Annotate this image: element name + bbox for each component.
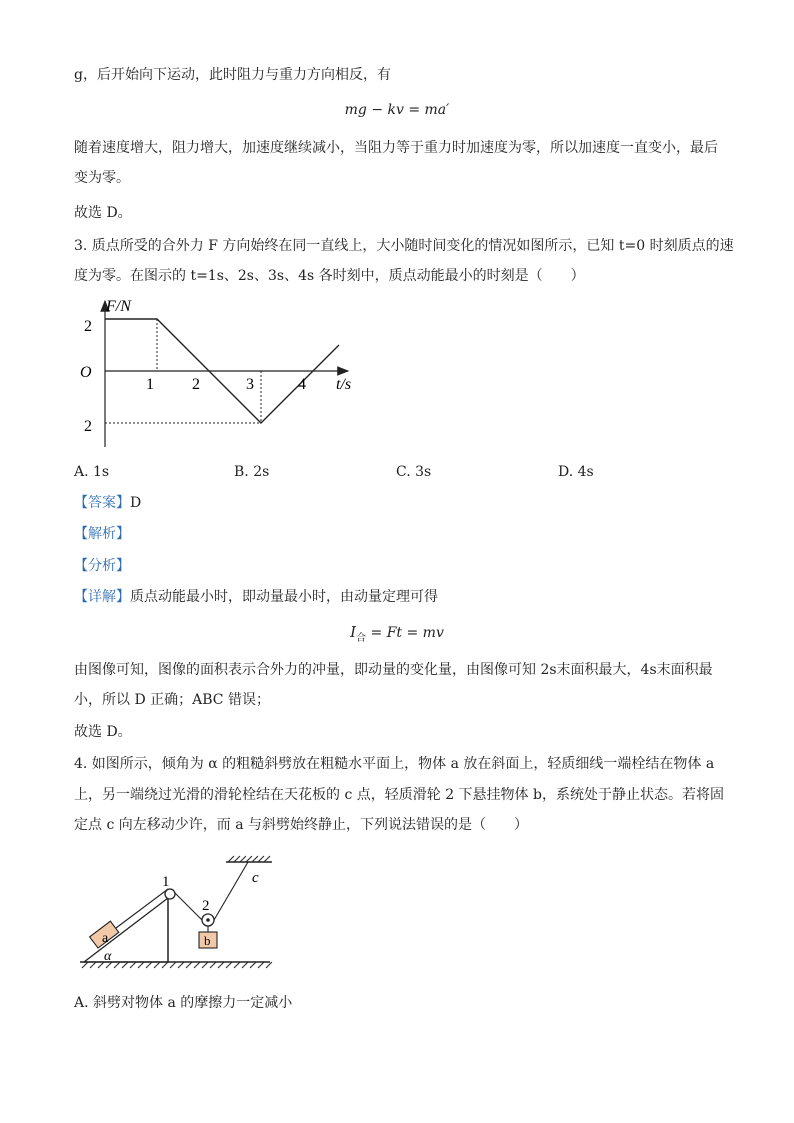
continuation-line-3: 变为零。	[74, 170, 130, 186]
force-time-chart	[70, 295, 370, 455]
x-tick-2: 2	[192, 376, 200, 393]
answer-line	[74, 493, 141, 513]
question4-line-2: 上，另一端绕过光滑的滑轮栓结在天花板的 c 点，轻质滑轮 2 下悬挂物体 b，系统处于静止状态。若将固	[74, 787, 724, 803]
detail-tag: 【详解】	[74, 589, 130, 605]
answer-tag: 【答案】	[74, 495, 130, 511]
fenxi-tag: 【分析】	[74, 558, 130, 574]
ceiling-hatch	[228, 856, 270, 862]
continuation-line-2: 随着速度增大，阻力增大，加速度继续减小，当阻力等于重力时加速度为零，所以加速度一直变小，最后	[74, 140, 718, 156]
detail-line	[74, 587, 438, 607]
option-c[interactable]: C. 3s	[396, 464, 432, 480]
y-tick-top: 2	[84, 318, 92, 335]
question3-line-1: 3. 质点所受的合外力 F 方向始终在同一直线上，大小随时间变化的情况如图所示，已知 t=0 时刻质点的速	[74, 238, 734, 254]
x-axis-label: t/s	[336, 376, 352, 393]
question3-line-2: 度为零。在图示的 t=1s、2s、3s、4s 各时刻中，质点动能最小的时刻是（ ）	[74, 268, 585, 284]
pulley-diagram	[76, 856, 286, 976]
y-axis-label: F/N	[106, 298, 131, 315]
origin-label: O	[80, 364, 92, 381]
analysis-tag: 【解析】	[74, 526, 130, 542]
y-tick-bottom: 2	[84, 418, 92, 435]
pulley-2-axle	[206, 918, 210, 922]
continuation-line-1: g，后开始向下运动，此时阻力与重力方向相反，有	[74, 67, 391, 83]
detail-text: 质点动能最小时，即动量最小时，由动量定理可得	[130, 589, 438, 605]
string-pulley1-to-pulley2	[174, 892, 202, 920]
question4-line-3: 定点 c 向左移动少许，而 a 与斜劈始终静止，下列说法错误的是（ ）	[74, 817, 528, 833]
option-d[interactable]: D. 4s	[558, 464, 594, 480]
option-b[interactable]: B. 2s	[234, 464, 270, 480]
label-pulley-1: 1	[162, 874, 170, 890]
label-angle: α	[104, 949, 112, 964]
question4-line-1: 4. 如图所示，倾角为 α 的粗糙斜劈放在粗糙水平面上，物体 a 放在斜面上，轻质细线一端栓结在物体 a	[74, 756, 715, 772]
x-tick-3: 3	[246, 376, 254, 393]
label-block-a: a	[102, 931, 109, 946]
wedge	[84, 898, 168, 962]
label-pulley-2: 2	[202, 898, 210, 914]
option-a[interactable]: A. 1s	[74, 464, 110, 480]
question4-option-a[interactable]: A. 斜劈对物体 a 的摩擦力一定减小	[74, 995, 293, 1011]
formula-impulse	[0, 622, 794, 649]
continuation-conclusion: 故选 D。	[74, 205, 132, 221]
question3-conclusion: 故选 D。	[74, 724, 132, 740]
explain-line-1: 由图像可知，图像的面积表示合外力的冲量，即动量的变化量，由图像可知 2s末面积最大，4s末面积最	[74, 662, 713, 678]
string-a-to-pulley1	[116, 889, 168, 928]
string-pulley2-to-c	[214, 862, 248, 920]
formula-impulse-rest: = Ft = mv	[366, 625, 444, 641]
formula-newton: mg − kv = ma′	[344, 102, 450, 118]
answer-value: D	[130, 495, 142, 511]
label-point-c: c	[252, 870, 259, 886]
explain-line-2: 小，所以 D 正确；ABC 错误；	[74, 692, 270, 708]
formula-impulse-symbol: I	[350, 623, 357, 641]
label-block-b: b	[204, 933, 211, 948]
formula-impulse-subscript: 合	[356, 632, 367, 644]
x-tick-4: 4	[298, 376, 306, 393]
x-tick-1: 1	[146, 376, 154, 393]
